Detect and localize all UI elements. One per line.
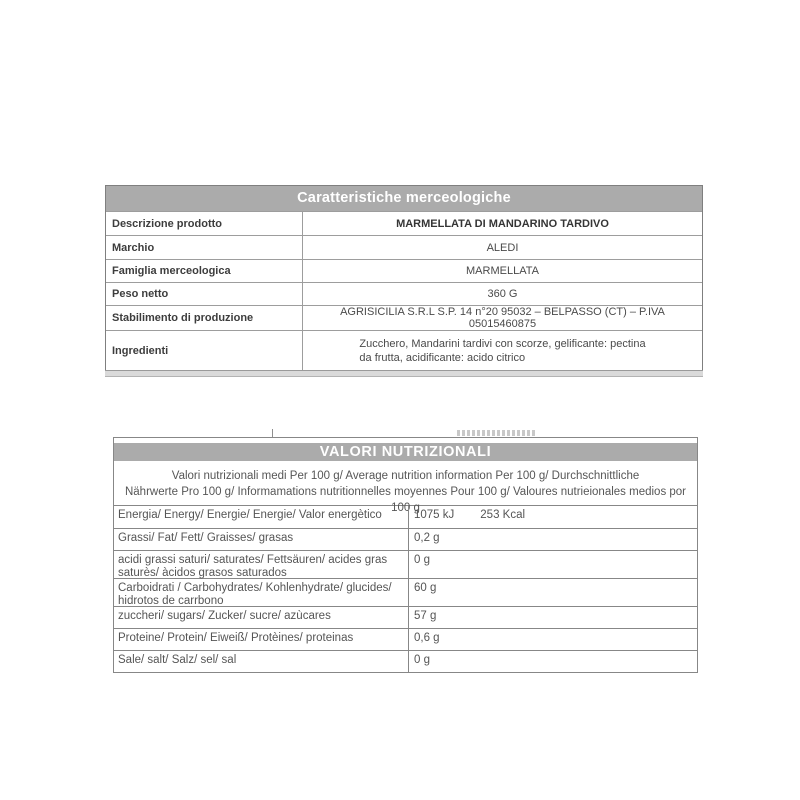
table-row: [106, 211, 702, 235]
row-value: [409, 506, 697, 528]
table-row: [114, 606, 697, 628]
row-label: Ingredienti: [106, 331, 303, 371]
table-row: [106, 305, 702, 330]
row-label: Energia/ Energy/ Energie/ Energie/ Valor energètico: [114, 506, 409, 528]
row-value: 57 g: [414, 610, 437, 622]
table-row: [114, 628, 697, 650]
row-label: Stabilimento di produzione: [106, 306, 303, 330]
clipped-row-strip: [105, 370, 703, 377]
row-label: Proteine/ Protein/ Eiweiß/ Protèines/ proteinas: [114, 629, 409, 650]
row-label: Carboidrati / Carbohydrates/ Kohlenhydrate/ glucides/ hidrotos de carrbono: [114, 579, 409, 606]
ingredients-text: Zucchero, Mandarini tardivi con scorze, gelificante: pectina da frutta, acidificante: acido citrico: [359, 338, 646, 364]
table-row: [114, 578, 697, 606]
row-value: AGRISICILIA S.R.L S.P. 14 n°20 95032 – BELPASSO (CT) – P.IVA 05015460875: [340, 306, 665, 330]
table-row: [114, 528, 697, 550]
table-row: [114, 505, 697, 528]
row-label: Marchio: [106, 236, 303, 259]
row-label: Descrizione prodotto: [106, 212, 303, 235]
row-value: [303, 331, 702, 371]
row-value: 0 g: [414, 654, 430, 666]
row-value: MARMELLATA DI MANDARINO TARDIVO: [396, 217, 609, 230]
row-label: Famiglia merceologica: [106, 260, 303, 282]
row-value: ALEDI: [486, 241, 519, 254]
table-row: [106, 235, 702, 259]
product-table: [105, 185, 703, 372]
table-row: [106, 330, 702, 371]
table-row: [114, 550, 697, 578]
row-label: zuccheri/ sugars/ Zucker/ sucre/ azùcares: [114, 607, 409, 628]
nutrition-table: [113, 437, 698, 673]
subtitle-line-1: Valori nutrizionali medi Per 100 g/ Average nutrition information Per 100 g/ Durchschnittliche: [171, 470, 640, 482]
energy-kj: 1075 kJ: [414, 509, 455, 521]
table-row: [106, 282, 702, 305]
row-label: Sale/ salt/ Salz/ sel/ sal: [114, 651, 409, 672]
row-value: 60 g: [414, 582, 437, 594]
illegible-text-fragment: [457, 430, 537, 436]
nutrition-table-title: VALORI NUTRIZIONALI: [114, 443, 697, 461]
row-label: acidi grassi saturi/ saturates/ Fettsäuren/ acides gras saturès/ àcidos grasos saturados: [114, 551, 409, 578]
row-value: 360 G: [487, 288, 518, 300]
table-row: [106, 259, 702, 282]
row-label: Peso netto: [106, 283, 303, 305]
energy-kcal: 253 Kcal: [480, 509, 526, 521]
row-value: 0,6 g: [414, 632, 440, 644]
row-value: 0 g: [414, 554, 430, 566]
table-row: [114, 650, 697, 672]
product-table-title: Caratteristiche merceologiche: [106, 186, 702, 211]
nutrition-table-subtitle: [114, 461, 697, 514]
row-value: MARMELLATA: [466, 265, 539, 277]
subtitle-line-2: Nährwerte Pro 100 g/ Informamations nutritionnelles moyennes Pour 100 g/ Valoures nutrieionales medios por 100 g: [124, 486, 687, 514]
row-label: Grassi/ Fat/ Fett/ Graisses/ grasas: [114, 529, 409, 550]
row-value: 0,2 g: [414, 532, 440, 544]
